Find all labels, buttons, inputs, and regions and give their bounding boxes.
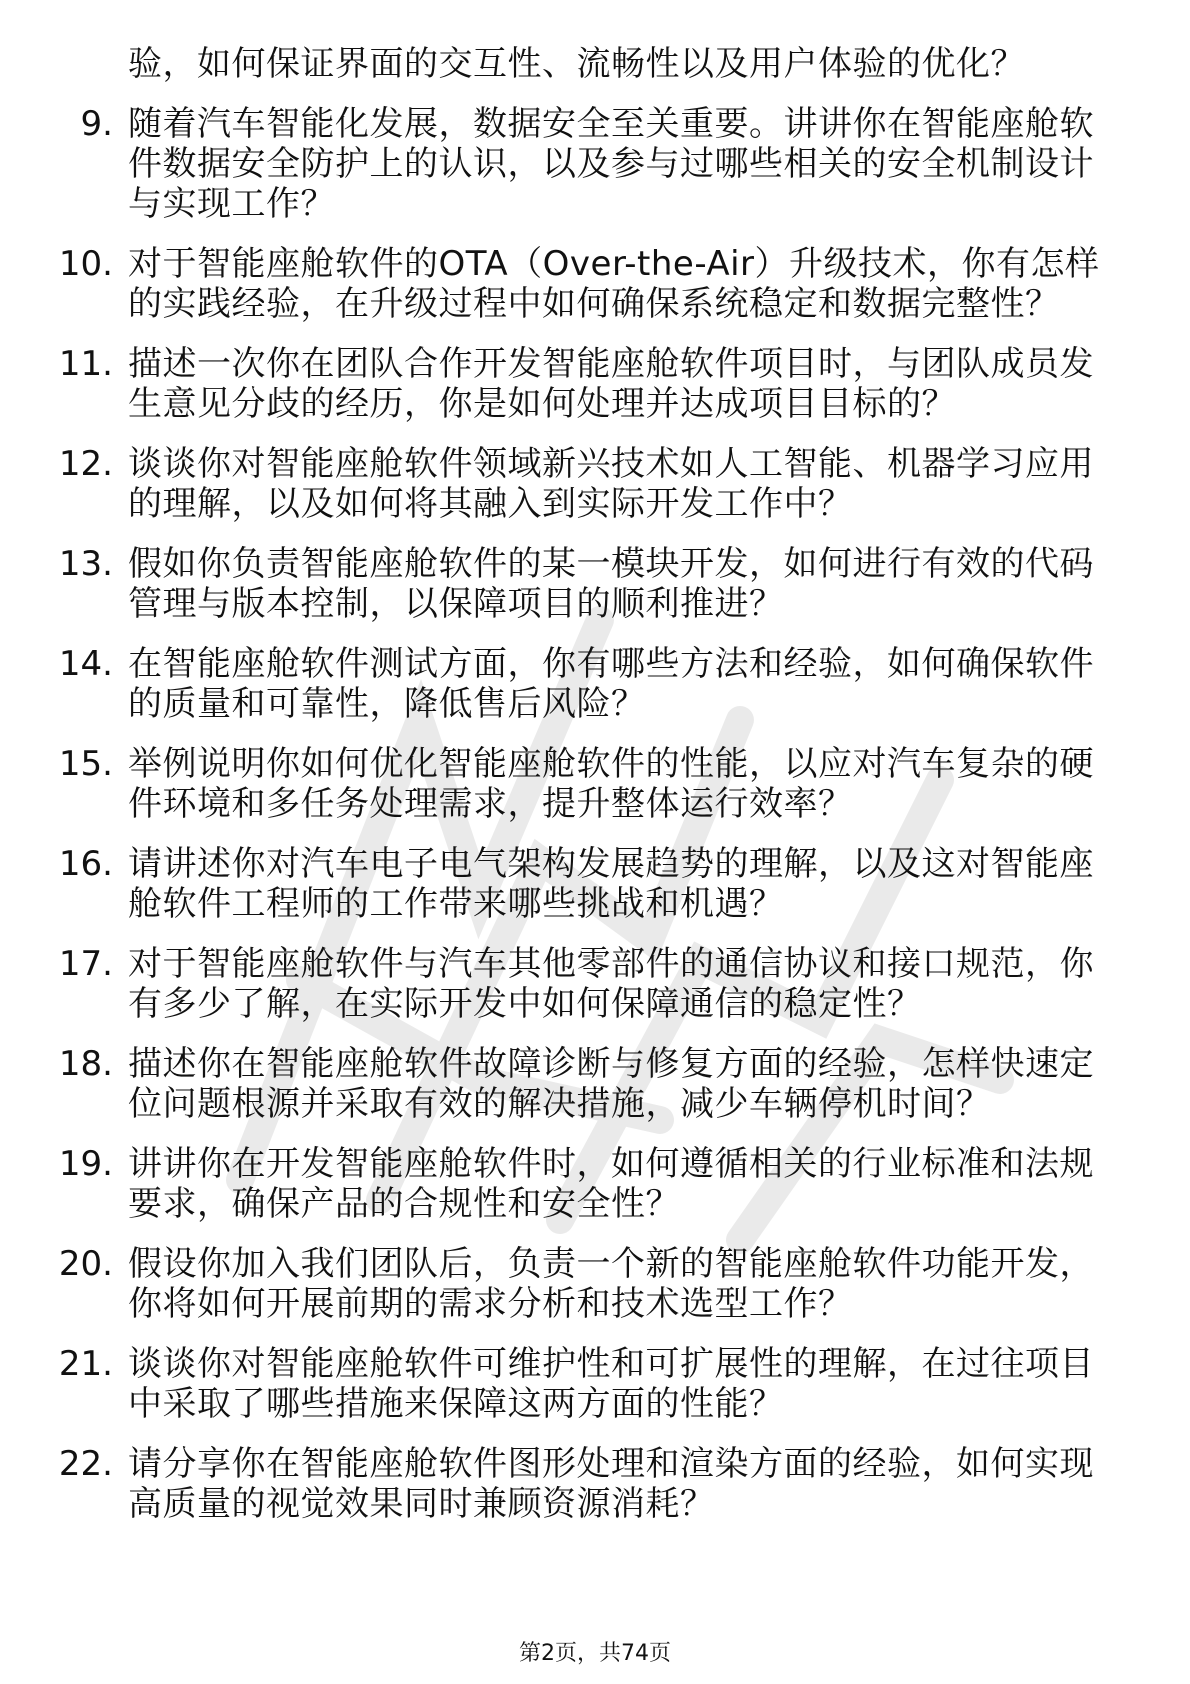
list-item bbox=[0, 1344, 1190, 1424]
question-text: 随着汽车智能化发展，数据安全至关重要。讲讲你在智能座舱软件数据安全防护上的认识，以及参与过哪些相关的安全机制设计与实现工作？ bbox=[128, 104, 1094, 224]
question-text: 在智能座舱软件测试方面，你有哪些方法和经验，如何确保软件的质量和可靠性，降低售后风险？ bbox=[128, 644, 1094, 724]
question-text: 描述一次你在团队合作开发智能座舱软件项目时，与团队成员发生意见分歧的经历，你是如何处理并达成项目目标的？ bbox=[128, 344, 1094, 424]
list-item bbox=[0, 544, 1190, 624]
continued-question-text: 验，如何保证界面的交互性、流畅性以及用户体验的优化？ bbox=[128, 44, 1025, 84]
question-number: 10. bbox=[58, 244, 113, 284]
list-item bbox=[0, 1044, 1190, 1124]
question-text: 请分享你在智能座舱软件图形处理和渲染方面的经验，如何实现高质量的视觉效果同时兼顾资源消耗？ bbox=[128, 1444, 1094, 1524]
question-number: 21. bbox=[58, 1344, 113, 1384]
question-text: 描述你在智能座舱软件故障诊断与修复方面的经验，怎样快速定位问题根源并采取有效的解决措施，减少车辆停机时间？ bbox=[128, 1044, 1094, 1124]
question-number: 12. bbox=[58, 444, 113, 484]
list-item bbox=[0, 944, 1190, 1024]
question-number: 16. bbox=[58, 844, 113, 884]
list-item bbox=[0, 1144, 1190, 1224]
list-item bbox=[0, 844, 1190, 924]
list-item bbox=[0, 104, 1190, 224]
question-number: 13. bbox=[58, 544, 113, 584]
list-item bbox=[0, 644, 1190, 724]
question-text: 假设你加入我们团队后，负责一个新的智能座舱软件功能开发，你将如何开展前期的需求分析和技术选型工作？ bbox=[128, 1244, 1094, 1324]
list-item bbox=[0, 244, 1190, 324]
question-number: 20. bbox=[58, 1244, 113, 1284]
question-text: 请讲述你对汽车电子电气架构发展趋势的理解，以及这对智能座舱软件工程师的工作带来哪些挑战和机遇？ bbox=[128, 844, 1094, 924]
question-number: 19. bbox=[58, 1144, 113, 1184]
question-text: 讲讲你在开发智能座舱软件时，如何遵循相关的行业标准和法规要求，确保产品的合规性和安全性？ bbox=[128, 1144, 1094, 1224]
question-number: 9. bbox=[80, 104, 113, 144]
question-number: 14. bbox=[58, 644, 113, 684]
page-number-footer: 第2页，共74页 bbox=[519, 1641, 671, 1666]
question-list bbox=[0, 44, 1190, 1544]
question-text: 举例说明你如何优化智能座舱软件的性能，以应对汽车复杂的硬件环境和多任务处理需求，提升整体运行效率？ bbox=[128, 744, 1094, 824]
list-item bbox=[0, 344, 1190, 424]
list-item bbox=[0, 1244, 1190, 1324]
question-number: 15. bbox=[58, 744, 113, 784]
question-number: 22. bbox=[58, 1444, 113, 1484]
question-text: 谈谈你对智能座舱软件领域新兴技术如人工智能、机器学习应用的理解，以及如何将其融入到实际开发工作中？ bbox=[128, 444, 1094, 524]
question-text: 对于智能座舱软件的OTA（Over-the-Air）升级技术，你有怎样的实践经验，在升级过程中如何确保系统稳定和数据完整性？ bbox=[128, 244, 1100, 324]
list-item bbox=[0, 444, 1190, 524]
list-item bbox=[0, 744, 1190, 824]
question-number: 11. bbox=[58, 344, 113, 384]
question-text: 对于智能座舱软件与汽车其他零部件的通信协议和接口规范，你有多少了解，在实际开发中如何保障通信的稳定性？ bbox=[128, 944, 1094, 1024]
question-text: 假如你负责智能座舱软件的某一模块开发，如何进行有效的代码管理与版本控制，以保障项目的顺利推进？ bbox=[128, 544, 1094, 624]
question-number: 17. bbox=[58, 944, 113, 984]
question-text: 谈谈你对智能座舱软件可维护性和可扩展性的理解，在过往项目中采取了哪些措施来保障这两方面的性能？ bbox=[128, 1344, 1094, 1424]
list-item bbox=[0, 1444, 1190, 1524]
question-number: 18. bbox=[58, 1044, 113, 1084]
